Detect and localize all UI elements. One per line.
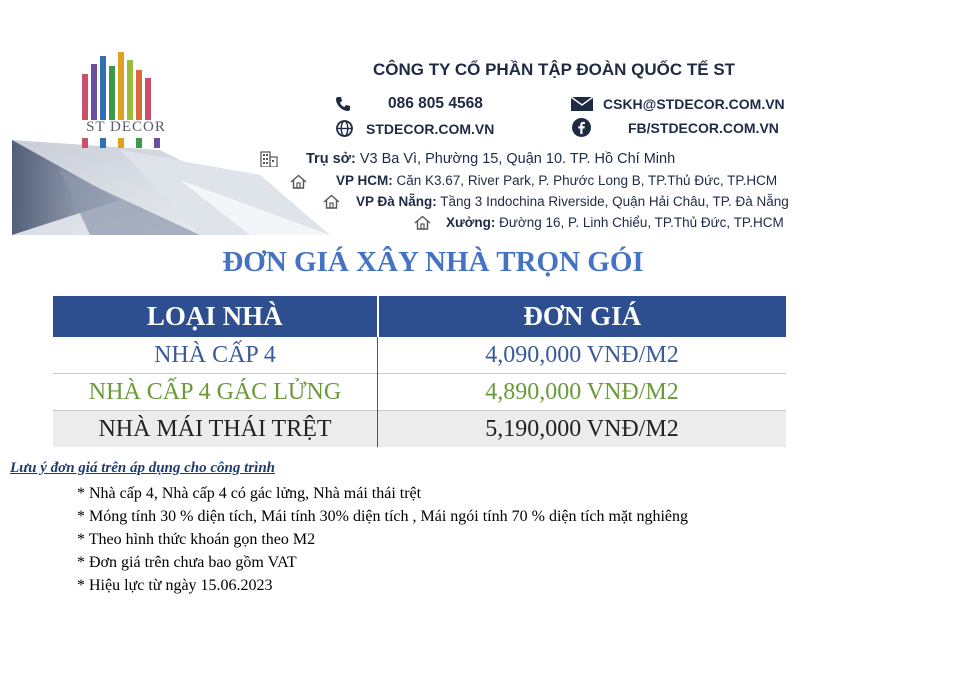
address-workshop: Xưởng: Đường 16, P. Linh Chiểu, TP.Thủ Đức, TP.HCM [446, 215, 784, 230]
house-type-cell: NHÀ CẤP 4 GÁC LỬNG [53, 374, 378, 411]
facebook-icon [572, 118, 591, 137]
globe-icon [336, 120, 353, 137]
note-item: * Hiệu lực từ ngày 15.06.2023 [77, 577, 273, 594]
note-item: * Đơn giá trên chưa bao gồm VAT [77, 554, 297, 571]
facebook-page: FB/STDECOR.COM.VN [628, 120, 779, 136]
table-row [53, 374, 786, 411]
building-icon [260, 151, 278, 167]
unit-price-cell: 4,890,000 VNĐ/M2 [378, 374, 787, 411]
table-header-row [53, 296, 786, 337]
st-decor-logo [80, 52, 190, 152]
note-item: * Nhà cấp 4, Nhà cấp 4 có gác lửng, Nhà mái thái trệt [77, 485, 422, 502]
address-headquarters: Trụ sở: V3 Ba Vì, Phường 15, Quận 10. TP. Hồ Chí Minh [306, 151, 676, 167]
email-address: CSKH@STDECOR.COM.VN [603, 96, 785, 112]
address-office-danang: VP Đà Nẵng: Tầng 3 Indochina Riverside, Quận Hải Châu, TP. Đà Nẵng [356, 194, 789, 209]
mail-icon [571, 97, 593, 111]
home-icon [414, 215, 431, 230]
home-icon [290, 174, 307, 189]
website-url: STDECOR.COM.VN [366, 121, 495, 137]
note-item: * Móng tính 30 % diện tích, Mái tính 30% diện tích , Mái ngói tính 70 % diện tích mặt nghiêng [77, 508, 689, 525]
price-table [53, 296, 786, 447]
column-header-unit-price: ĐƠN GIÁ [378, 296, 787, 337]
logo-text: ST DECOR [86, 119, 166, 135]
phone-number: 086 805 4568 [388, 95, 483, 112]
phone-icon [335, 96, 351, 112]
company-name: CÔNG TY CỔ PHẦN TẬP ĐOÀN QUỐC TẾ ST [373, 60, 736, 79]
home-icon [323, 194, 340, 209]
address-office-hcm: VP HCM: Căn K3.67, River Park, P. Phước Long B, TP.Thủ Đức, TP.HCM [336, 173, 778, 188]
house-type-cell: NHÀ MÁI THÁI TRỆT [53, 411, 378, 448]
note-item: * Theo hình thức khoán gọn theo M2 [77, 531, 316, 548]
table-row [53, 337, 786, 374]
page-title: ĐƠN GIÁ XÂY NHÀ TRỌN GÓI [222, 246, 644, 278]
letterhead [0, 0, 956, 240]
notes-heading: Lưu ý đơn giá trên áp dụng cho công trình [10, 460, 276, 476]
unit-price-cell: 5,190,000 VNĐ/M2 [378, 411, 787, 448]
column-header-house-type: LOẠI NHÀ [53, 296, 378, 337]
table-row [53, 411, 786, 448]
unit-price-cell: 4,090,000 VNĐ/M2 [378, 337, 787, 374]
house-type-cell: NHÀ CẤP 4 [53, 337, 378, 374]
